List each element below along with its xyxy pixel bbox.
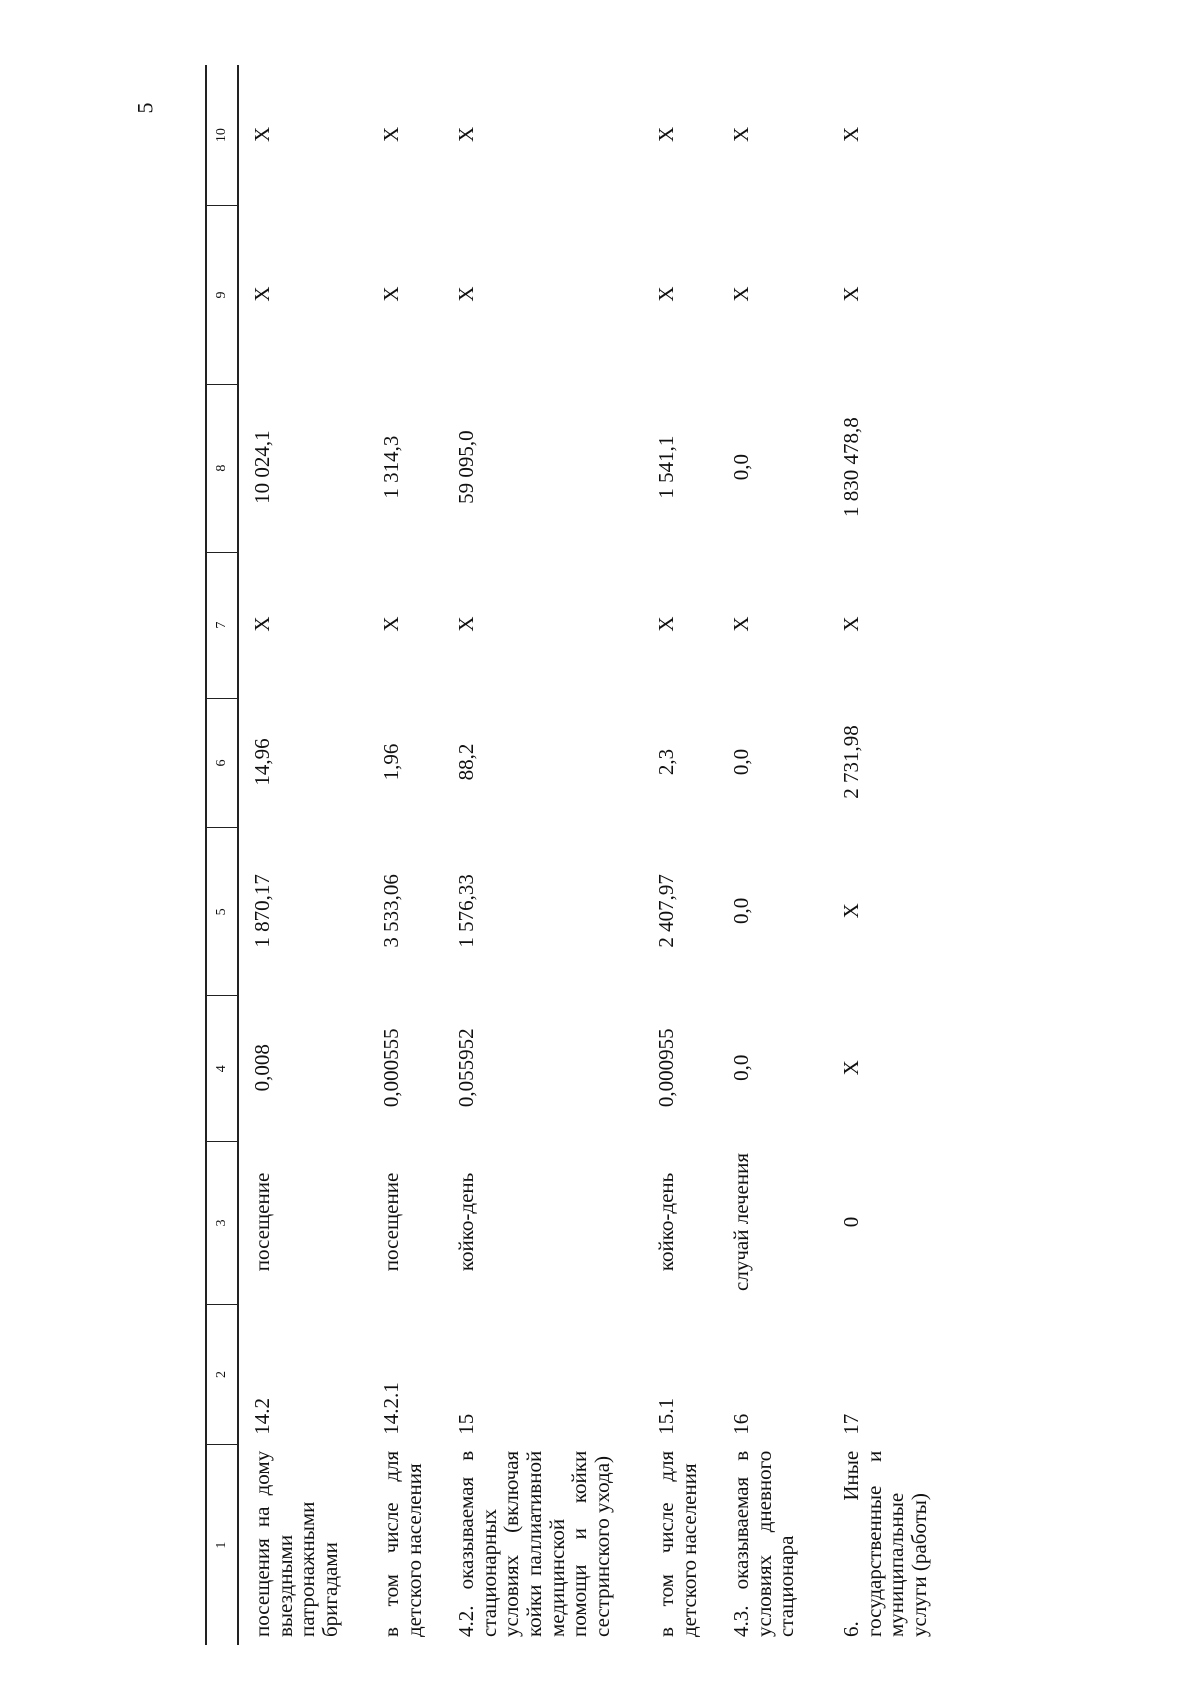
value-cell: X	[454, 286, 478, 302]
value-cell: X	[654, 126, 678, 142]
value-cell: 1 541,1	[654, 435, 678, 499]
row-code: 17	[839, 1413, 863, 1435]
table-row	[828, 65, 947, 1645]
value-cell: 2 731,98	[839, 725, 863, 799]
row-label: 6. Иные государственные и муниципальные услуги (работы)	[839, 1450, 932, 1637]
row-code: 14.2.1	[379, 1382, 403, 1435]
value-cell: 88,2	[454, 743, 478, 781]
table-row	[718, 65, 828, 1645]
value-cell: X	[250, 126, 274, 142]
unit-cell: койко-день	[654, 1172, 678, 1272]
value-cell: 0,000955	[654, 1028, 678, 1108]
value-cell: X	[379, 286, 403, 302]
value-cell: 1 314,3	[379, 435, 403, 499]
value-cell: X	[454, 126, 478, 142]
value-cell: 1,96	[379, 743, 403, 781]
row-code: 16	[729, 1413, 753, 1435]
tariff-table	[205, 65, 947, 1645]
value-cell: 14,96	[250, 738, 274, 786]
row-label: в том числе для детского населения	[379, 1450, 426, 1637]
value-cell: X	[379, 126, 403, 142]
row-code: 15.1	[654, 1398, 678, 1435]
value-cell: 2 407,97	[654, 874, 678, 948]
value-cell: X	[839, 1060, 863, 1076]
unit-cell: случай лечения	[729, 1152, 753, 1291]
value-cell: 1 576,33	[454, 874, 478, 948]
table-row	[238, 65, 368, 1645]
value-cell: X	[250, 286, 274, 302]
value-cell: 0,008	[250, 1044, 274, 1092]
unit-cell: 0	[839, 1216, 863, 1228]
table-row	[643, 65, 718, 1645]
value-cell: X	[839, 286, 863, 302]
column-header: 9	[206, 206, 238, 385]
column-header: 5	[206, 828, 238, 996]
value-cell: X	[654, 286, 678, 302]
page-number: 5	[132, 102, 158, 114]
value-cell: 0,0	[729, 454, 753, 481]
value-cell: 1 870,17	[250, 874, 274, 948]
value-cell: X	[729, 616, 753, 632]
value-cell: 1 830 478,8	[839, 417, 863, 518]
table-row	[368, 65, 443, 1645]
value-cell: X	[839, 903, 863, 919]
column-header: 1	[206, 1445, 238, 1645]
value-cell: 2,3	[654, 748, 678, 776]
row-code: 15	[454, 1413, 478, 1435]
value-cell: 10 024,1	[250, 430, 274, 504]
unit-cell: койко-день	[454, 1172, 478, 1272]
column-header: 6	[206, 698, 238, 828]
rotated-table-container	[205, 65, 935, 1645]
value-cell: X	[454, 616, 478, 632]
value-cell: X	[379, 616, 403, 632]
value-cell: 0,0	[729, 1054, 753, 1081]
row-label: посещения на дому выездными патронажными бригадами	[250, 1450, 343, 1637]
column-header: 8	[206, 384, 238, 552]
value-cell: X	[839, 126, 863, 142]
row-label: 4.3. оказываемая в условиях дневного стационара	[729, 1450, 799, 1637]
row-label: в том числе для детского населения	[654, 1450, 701, 1637]
column-header: 7	[206, 552, 238, 698]
row-code: 14.2	[250, 1398, 274, 1435]
value-cell: 0,055952	[454, 1028, 478, 1108]
value-cell: 0,000555	[379, 1028, 403, 1108]
column-header: 4	[206, 996, 238, 1142]
unit-cell: посещение	[379, 1172, 403, 1272]
value-cell: X	[654, 616, 678, 632]
value-cell: X	[839, 616, 863, 632]
header-row	[206, 65, 238, 1645]
column-header: 10	[206, 65, 238, 206]
value-cell: 0,0	[729, 897, 753, 924]
value-cell: X	[729, 286, 753, 302]
value-cell: 3 533,06	[379, 874, 403, 948]
column-header: 2	[206, 1304, 238, 1445]
column-header: 3	[206, 1142, 238, 1304]
value-cell: X	[250, 616, 274, 632]
value-cell: X	[729, 126, 753, 142]
table-row	[443, 65, 643, 1645]
value-cell: 59 095,0	[454, 430, 478, 504]
value-cell: 0,0	[729, 748, 753, 776]
row-label: 4.2. оказываемая в стационарных условиях (включая койки паллиативной медицинской помощи и койки сестринского ухода)	[454, 1450, 615, 1637]
unit-cell: посещение	[250, 1172, 274, 1272]
